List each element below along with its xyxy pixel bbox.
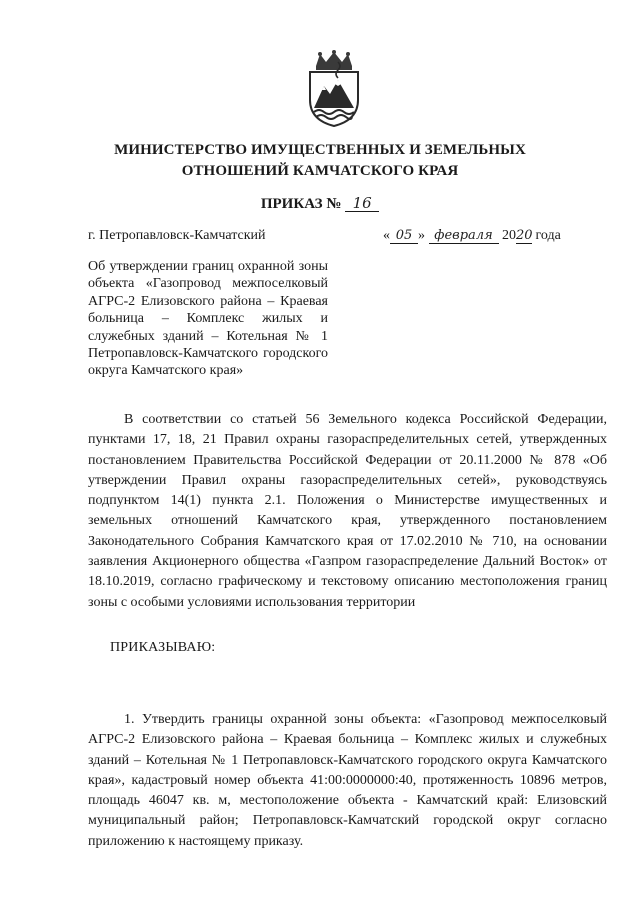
command-word: ПРИКАЗЫВАЮ:: [110, 640, 216, 655]
place-of-issue: г. Петропавловск-Камчатский: [88, 228, 266, 243]
date-close-quote: »: [418, 228, 425, 243]
order-item-1: 1. Утвердить границы охранной зоны объекта: «Газопровод межпоселковый АГРС-2 Елизовского района – Краевая больница – Комплекс жилых и служебных зданий – Котельная № 1 Петропавловск-Камчатского городского округа Камчатского края», кадастровый номер объекта 41:00:0000000:40, протяженность 10896 метров, площадь 46047 кв. м, местоположение объекта - Камчатский край: Елизовский муниципальный район; Петропавловск-Камчатский городской округ согласно приложению к настоящему приказу.: [88, 712, 607, 849]
date-month: февраля: [429, 229, 499, 244]
ministry-name-line-2: ОТНОШЕНИЙ КАМЧАТСКОГО КРАЯ: [181, 163, 459, 179]
order-label: ПРИКАЗ №: [260, 196, 342, 212]
date-open-quote: «: [383, 228, 390, 243]
date-year-word: года: [535, 228, 561, 243]
date-year-prefix: 20: [502, 228, 516, 243]
date-day: 05: [390, 229, 418, 244]
preamble-paragraph: В соответствии со статьей 56 Земельного кодекса Российской Федерации, пунктами 17, 18, 21 Правил охраны газораспределительных сетей, утвержденных постановлением Правительства Российской Федерации от 20.11.2000 № 878 «Об утверждении Правил охраны газораспределительных сетей», руководствуясь подпунктом 14(1) пункта 2.1. Положения о Министерстве имущественных и земельных отношений Камчатского края, утвержденного постановлением Законодательного Собрания Камчатского края от 17.02.2010 № 710, на основании заявления Акционерного общества «Газпром газораспределение Дальний Восток» от 18.10.2019, согласно графическому и текстовому описанию местоположения границ зоны с особыми условиями использования территории: [88, 412, 607, 610]
date-year-suffix: 20: [516, 228, 533, 243]
kamchatka-coat-of-arms-icon: [302, 50, 366, 128]
order-date: [383, 228, 561, 244]
ministry-name-line-1: МИНИСТЕРСТВО ИМУЩЕСТВЕННЫХ И ЗЕМЕЛЬНЫХ: [114, 142, 526, 158]
order-heading: [0, 195, 640, 213]
order-subject: Об утверждении границ охранной зоны объекта «Газопровод межпоселковый АГРС-2 Елизовского района – Краевая больница – Комплекс жилых и служебных зданий – Котельная № 1 Петропавловск-Камчатского городского округа Камчатского края»: [88, 259, 328, 379]
order-number: 16: [345, 195, 379, 212]
ministry-name: [0, 140, 640, 182]
